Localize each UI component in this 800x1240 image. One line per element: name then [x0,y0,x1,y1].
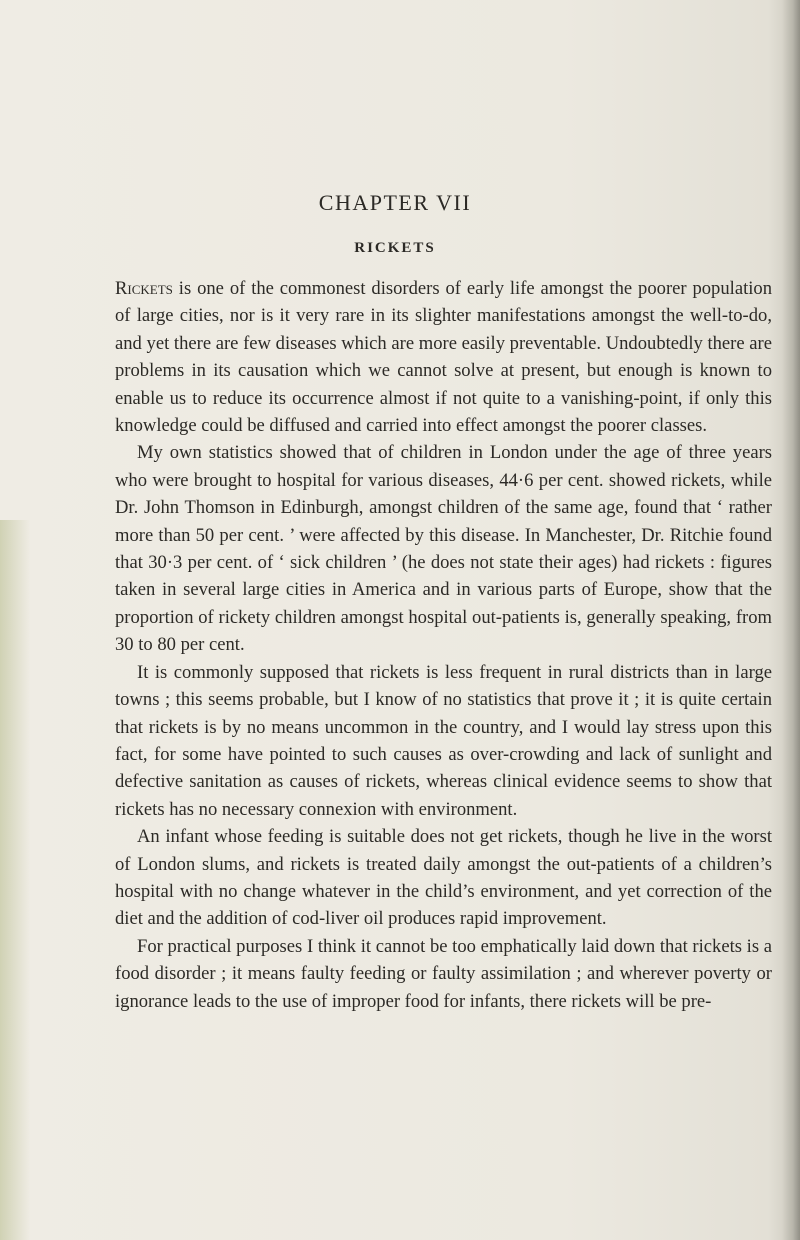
page-right-shadow [782,0,800,1240]
body-text [115,275,772,1015]
paragraph-5: For practical purposes I think it cannot be too emphatically laid down that rickets is a food disorder ; it means faulty feeding or faulty assimilation ; and wherever poverty or ignorance leads to the use of improper food for infants, there rickets will be pre- [115,935,772,1012]
paragraph-3: It is commonly supposed that rickets is less frequent in rural districts than in large towns ; this seems probable, but I know of no statistics that prove it ; it is quite certain that rickets is by no means uncommon in the country, and I would lay stress upon this fact, for some have pointed to such causes as over-crowding and lack of sunlight and defective sanitation as causes of rickets, whereas clinical evidence seems to show that rickets has no necessary connexion with environment. [115,661,772,820]
paragraph-lead-word: Rickets [115,278,173,299]
paragraph-4: An infant whose feeding is suitable does not get rickets, though he live in the worst of London slums, and rickets is treated daily amongst the out-patients of a children’s hospital with no change whatever in the child’s environment, and yet correction of the diet and the addition of cod-liver oil produces rapid improvement. [115,826,772,930]
paragraph-1 [115,275,772,439]
chapter-title: CHAPTER VII [318,190,472,215]
section-title: RICKETS [354,240,436,256]
page-left-shadow [0,520,30,1240]
paragraph-2: My own statistics showed that of children in London under the age of three years who were brought to hospital for various diseases, 44·6 per cent. showed rickets, while Dr. John Thomson in Edinburgh, amongst children of the same age, found that ‘ rather more than 50 per cent. ’ were affected by this disease. In Manchester, Dr. Ritchie found that 30·3 per cent. of ‘ sick children ’ (he does not state their ages) had rickets : figures taken in several large cities in America and in various parts of Europe, show that the proportion of rickety children amongst hospital out-patients is, generally speaking, from 30 to 80 per cent. [115,442,772,656]
paragraph-text: is one of the commonest disorders of early life amongst the poorer population of large cities, nor is it very rare in its slighter manifestations amongst the well-to-do, and yet there are few diseases which are more easily preventable. Undoubtedly there are problems in its causation which we cannot solve at present, but enough is known to enable us to reduce its occurrence almost if not quite to a vanishing-point, if only this knowledge could be diffused and carried into effect amongst the poorer classes. [115,278,772,437]
